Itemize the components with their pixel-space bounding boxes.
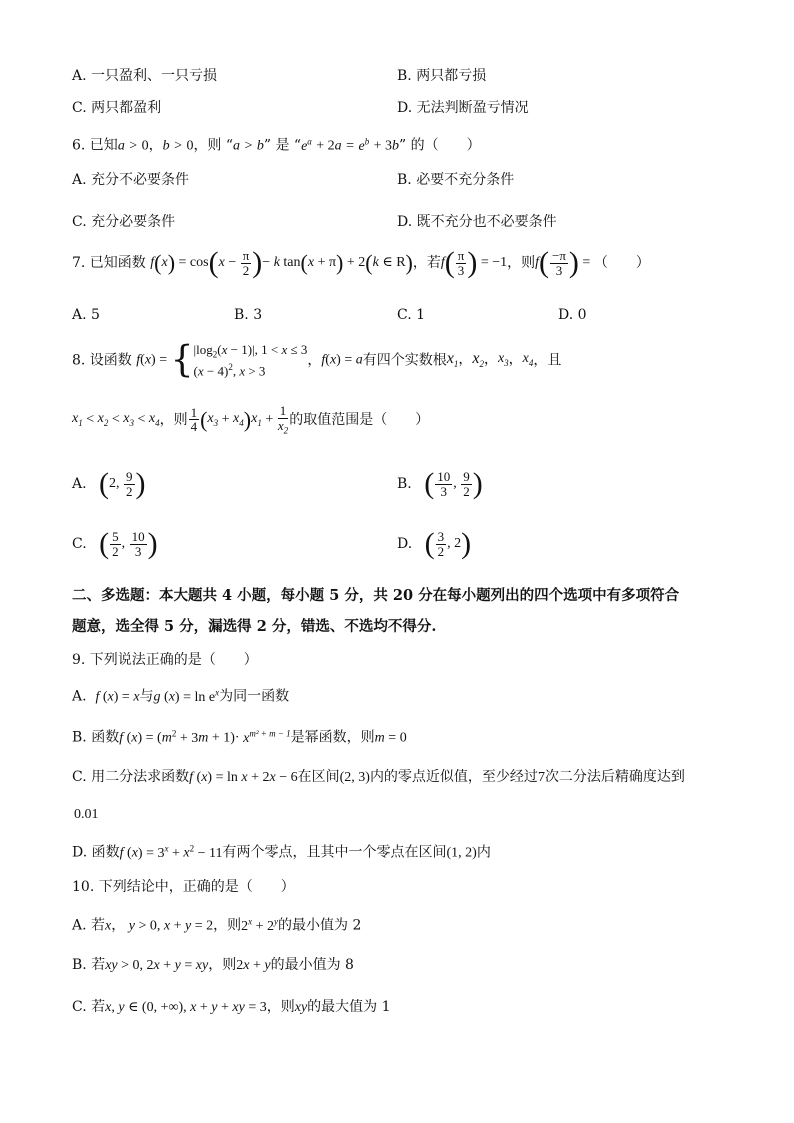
q8-stem-line2: $x_1 < x_2 < x_3 < x_4$，则 $\frac{1}{4}$ $(x_3 + x_4)x_1$ + $\frac{1}{x_2}$ 的取值范围是（ ） <box>72 403 430 436</box>
q8-option-d: D. ( $\frac{3}{2}$ , 2) <box>397 527 472 560</box>
q7-stem: 7. 已知函数 f(x) = cos(x − $\frac{\pi}{2}$ )− k tan(x + π) + 2(k ∈ R)，若f( $\frac{\pi}{3}$ ) = −1，则f( $\frac{-\pi}{3}$ ) = （ ） <box>72 246 650 279</box>
q5-option-a: A. 一只盈利、一只亏损 <box>72 68 218 84</box>
q6-stem: 6. 已知a > 0，b > 0，则 “a > b” 是 “$e^a + 2a = e^b + 3b$” 的（ ） <box>72 136 481 154</box>
q6-option-d: D. 既不充分也不必要条件 <box>397 214 557 230</box>
q8-stem: 8. 设函数 f(x) = { $|\log_2(x - 1)|$, 1 < x ≤ 3 $(x - 4)^2$, x > 3 ，f(x) = a有四个实数根$x_1$，$x_2$，$x_3$，$x_4$，且 <box>72 339 562 381</box>
q9-stem: 9. 下列说法正确的是（ ） <box>72 652 258 668</box>
section2-heading: 二、多选题：本大题共 4 小题，每小题 5 分，共 20 分在每小题列出的四个选项中有多项符合 <box>72 587 680 604</box>
q8-option-c: C. ( $\frac{5}{2}$ , $\frac{10}{3}$ ) <box>72 527 158 560</box>
q9-option-c: C. 用二分法求函数f (x) = ln x + 2x − 6在区间(2, 3)内的零点近似值，至少经过7次二分法后精确度达到 <box>72 769 685 785</box>
q9-option-a: A. f (x) = x与g $(x) = \ln e^x$为同一函数 <box>72 687 290 705</box>
q5-option-b: B. 两只都亏损 <box>397 68 487 84</box>
q9-option-d: D. 函数f $(x) = 3^x + x^2 - 11$有两个零点，且其中一个零点在区间(1, 2)内 <box>72 843 491 861</box>
q8-option-a: A. (2, $\frac{9}{2}$ ) <box>72 467 146 500</box>
q6-option-b: B. 必要不充分条件 <box>397 172 515 188</box>
q5-option-d: D. 无法判断盈亏情况 <box>397 100 529 116</box>
q10-option-b: B. 若xy > 0, 2x + y = xy，则2x + y的最小值为 8 <box>72 957 354 973</box>
q6-option-c: C. 充分必要条件 <box>72 214 176 230</box>
q7-option-b: B. 3 <box>234 307 263 323</box>
q5-option-c: C. 两只都盈利 <box>72 100 162 116</box>
q10-option-a: A. 若x， y > 0, x + y = 2，则$2^x + 2^y$的最小值为 2 <box>72 916 362 934</box>
section2-heading-line2: 题意，选全得 5 分，漏选得 2 分，错选、不选均不得分. <box>72 618 437 635</box>
q7-option-a: A. 5 <box>72 307 100 323</box>
q9-option-c-line2: 0.01 <box>74 807 99 822</box>
q9-option-b: B. 函数f $(x) = (m^2 + 3m + 1)\cdot x^{m^2 + m - 1}$是幂函数，则m = 0 <box>72 728 407 746</box>
q8-option-b: B. ( $\frac{10}{3}$ , $\frac{9}{2}$ ) <box>397 467 483 500</box>
q6-option-a: A. 充分不必要条件 <box>72 172 190 188</box>
q7-option-c: C. 1 <box>397 307 426 323</box>
q10-stem: 10. 下列结论中，正确的是（ ） <box>72 879 295 895</box>
q7-option-d: D. 0 <box>558 307 587 323</box>
q10-option-c: C. 若x, y ∈ (0, +∞), x + y + xy = 3，则xy的最大值为 1 <box>72 999 391 1015</box>
